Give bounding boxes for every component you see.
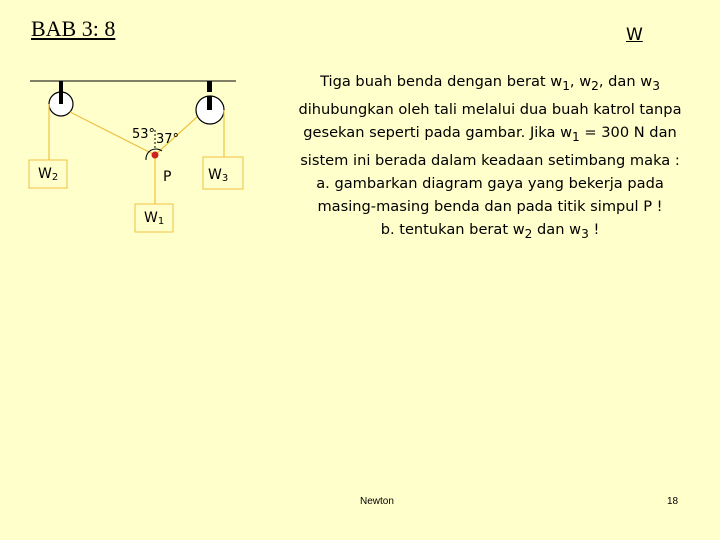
problem-line-1: Tiga buah benda dengan berat $w_1$, $w_2$, dan $w_3$ <box>320 73 660 93</box>
problem-text <box>270 70 710 246</box>
slide-title: BAB 3: 8 <box>31 16 116 41</box>
problem-line-6: masing-masing benda dan pada titik simpul P ! <box>317 197 663 215</box>
angle-right-label: 37° <box>156 132 180 147</box>
knot-point-p <box>152 152 159 159</box>
weight-left-label: W2 <box>38 166 59 183</box>
problem-line-4: sistem ini berada dalam keadaan setimbang maka : <box>300 151 680 169</box>
left-pulley-mount <box>59 81 63 92</box>
problem-line-3: gesekan seperti pada gambar. Jika $w_1 = 300$ N dan <box>303 123 677 144</box>
weight-right-label: W3 <box>208 167 229 184</box>
problem-line-2: dihubungkan oleh tali melalui dua buah katrol tanpa <box>298 100 682 118</box>
page-number: 18 <box>667 496 679 507</box>
footer-text: Newton <box>360 496 394 507</box>
right-pulley-mount <box>207 81 212 92</box>
point-p-label: P <box>163 169 172 185</box>
corner-label: W <box>626 25 643 45</box>
angle-left-label: 53° <box>132 127 156 142</box>
weight-center-label: W1 <box>144 210 165 227</box>
problem-line-7: b. tentukan berat $w_2$ dan $w_3$ ! <box>380 220 600 241</box>
problem-line-5: a. gambarkan diagram gaya yang bekerja pada <box>316 174 664 192</box>
pulley-diagram <box>0 0 270 250</box>
